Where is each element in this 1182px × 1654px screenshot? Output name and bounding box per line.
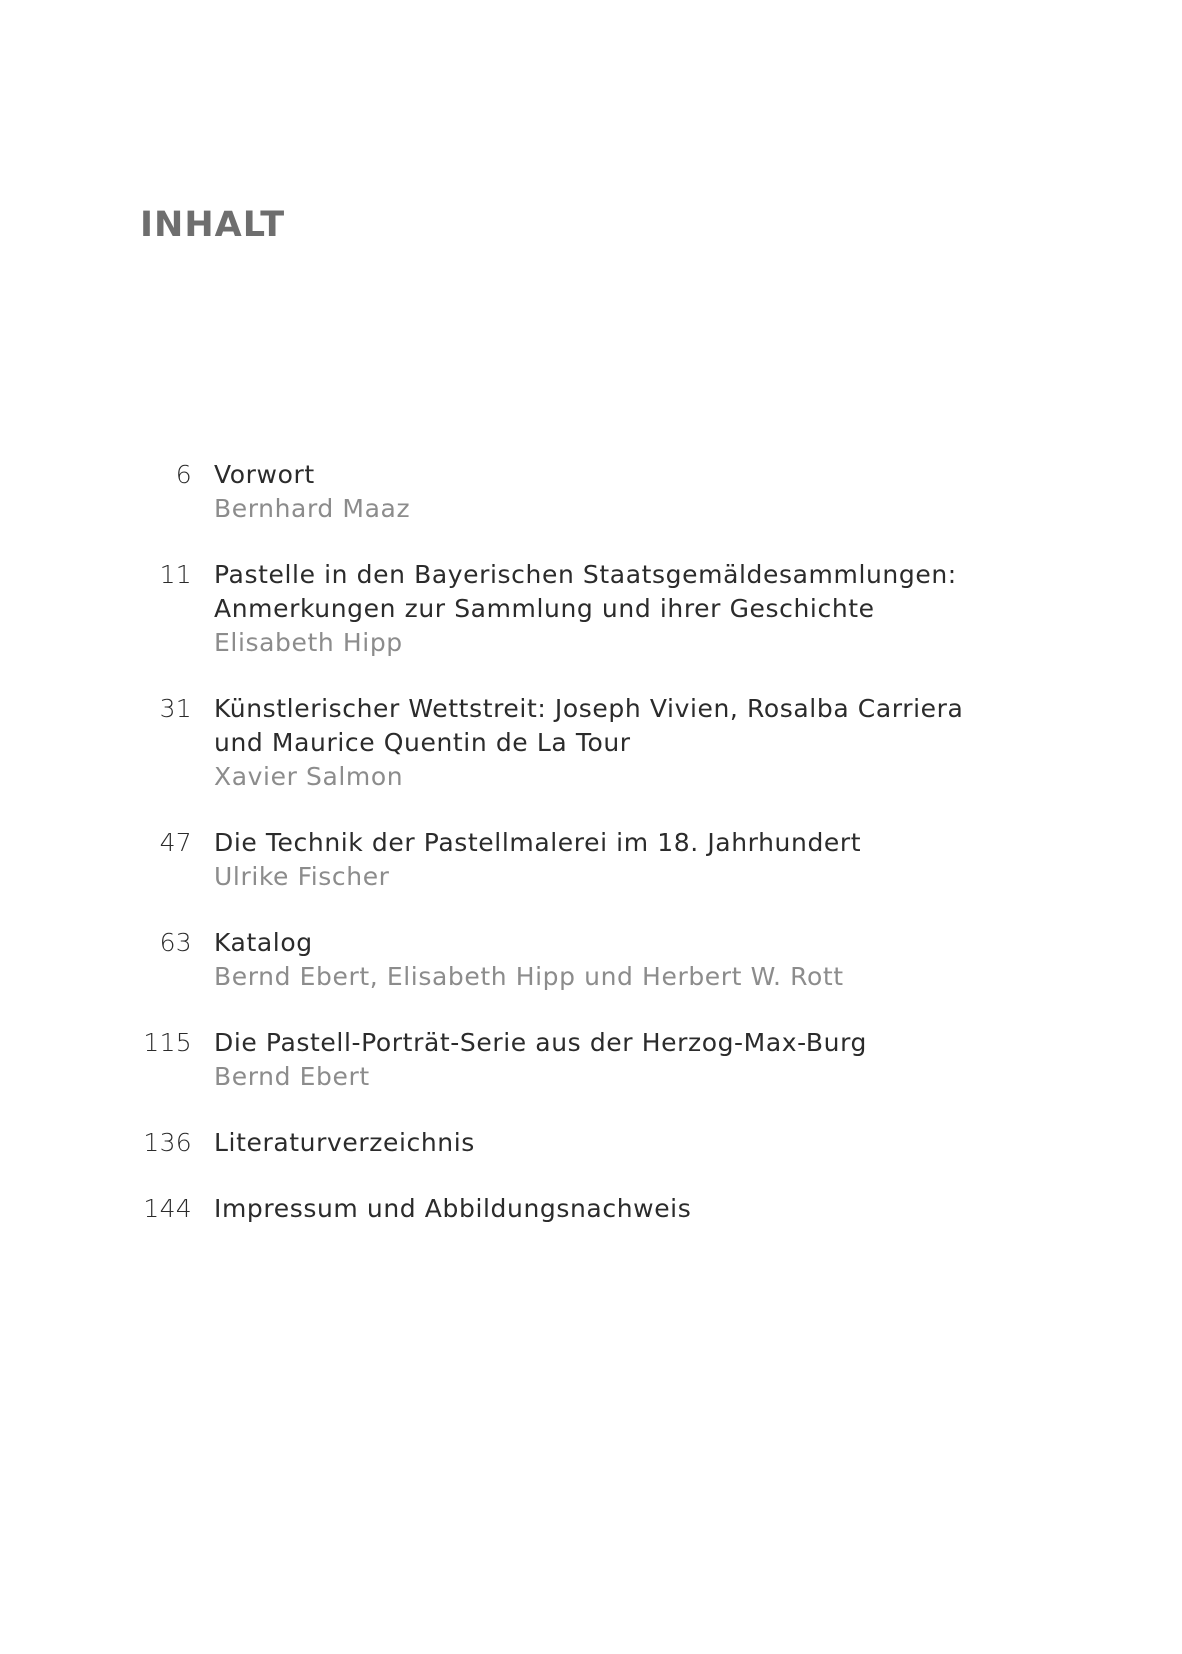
toc-entry-vorwort[interactable] — [140, 458, 1040, 526]
toc-page-number: 136 — [143, 1128, 192, 1157]
toc-entry-title-line-2: Anmerkungen zur Sammlung und ihrer Geschichte — [214, 594, 875, 623]
toc-page-number: 6 — [175, 460, 192, 489]
toc-page-number: 11 — [159, 560, 192, 589]
toc-entry-body — [214, 826, 1040, 894]
toc-entry-technik[interactable] — [140, 826, 1040, 894]
toc-entry-body — [214, 558, 1040, 660]
toc-entry-body — [214, 926, 1040, 994]
toc-page-number: 47 — [159, 828, 192, 857]
toc-entry-body — [214, 1026, 1040, 1094]
toc-entry-body — [214, 1192, 1040, 1226]
toc-entry-title: Künstlerischer Wettstreit: Joseph Vivien, Rosalba Carriera — [214, 694, 964, 723]
toc-entry-author: Elisabeth Hipp — [214, 628, 403, 657]
toc-page-number: 63 — [159, 928, 192, 957]
table-of-contents — [140, 458, 1040, 1258]
toc-entry-author: Bernd Ebert — [214, 1062, 370, 1091]
toc-entry-title: Pastelle in den Bayerischen Staatsgemäldesammlungen: — [214, 560, 957, 589]
toc-entry-portraet-serie[interactable] — [140, 1026, 1040, 1094]
toc-entry-pastelle[interactable] — [140, 558, 1040, 660]
toc-entry-impressum[interactable] — [140, 1192, 1040, 1226]
toc-entry-title: Katalog — [214, 928, 313, 957]
toc-entry-literaturverzeichnis[interactable] — [140, 1126, 1040, 1160]
toc-entry-body — [214, 1126, 1040, 1160]
toc-entry-author: Bernd Ebert, Elisabeth Hipp und Herbert W. Rott — [214, 962, 844, 991]
toc-entry-author: Bernhard Maaz — [214, 494, 411, 523]
toc-page-number: 31 — [159, 694, 192, 723]
toc-page-number: 144 — [143, 1194, 192, 1223]
toc-entry-body — [214, 458, 1040, 526]
toc-entry-title: Die Pastell-Porträt-Serie aus der Herzog-Max-Burg — [214, 1028, 867, 1057]
toc-entry-wettstreit[interactable] — [140, 692, 1040, 794]
toc-entry-author: Ulrike Fischer — [214, 862, 390, 891]
page-title: INHALT — [140, 205, 286, 245]
toc-entry-author: Xavier Salmon — [214, 762, 404, 791]
toc-entry-body — [214, 692, 1040, 794]
toc-entry-title: Literaturverzeichnis — [214, 1128, 475, 1157]
toc-entry-title-line-2: und Maurice Quentin de La Tour — [214, 728, 631, 757]
toc-entry-title: Impressum und Abbildungsnachweis — [214, 1194, 692, 1223]
toc-entry-title: Vorwort — [214, 460, 315, 489]
toc-page-number: 115 — [143, 1028, 192, 1057]
toc-entry-katalog[interactable] — [140, 926, 1040, 994]
toc-entry-title: Die Technik der Pastellmalerei im 18. Jahrhundert — [214, 828, 862, 857]
